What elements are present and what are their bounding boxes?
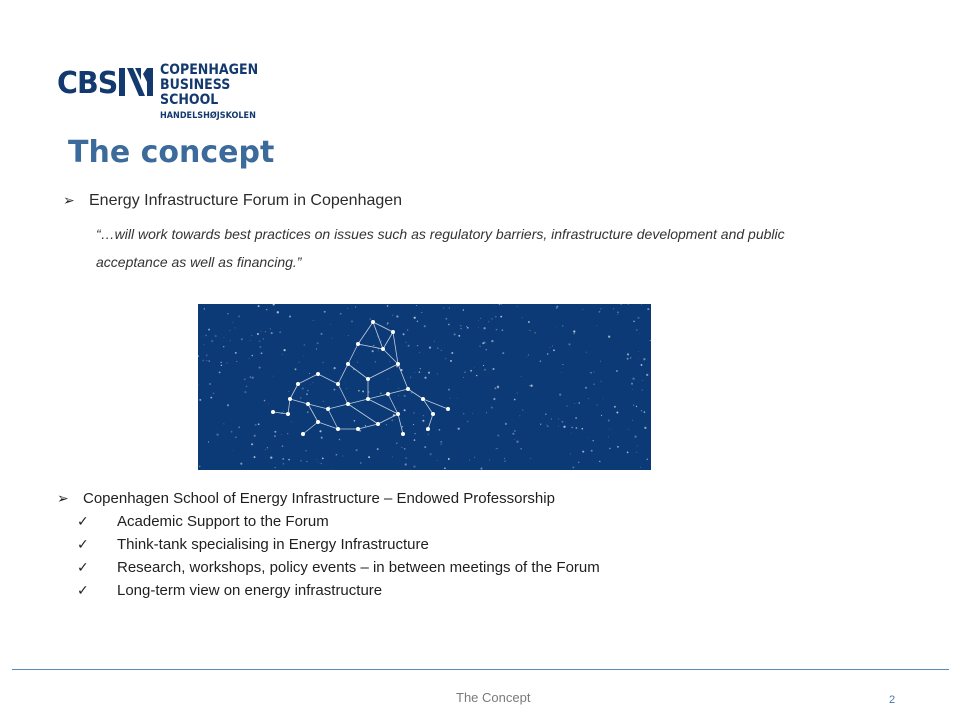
logo-mark-icon <box>119 66 153 98</box>
bullet-forum-text: Energy Infrastructure Forum in Copenhagen <box>89 192 403 209</box>
page-number: 2 <box>889 694 896 706</box>
europe-network-graphic <box>198 304 651 470</box>
bullet-school <box>57 490 600 602</box>
checkmark-icon: ✓ <box>77 513 89 529</box>
list-item: ✓ Long-term view on energy infrastructure <box>57 579 600 602</box>
checkmark-icon: ✓ <box>77 559 89 575</box>
bullet-school-heading <box>57 490 600 507</box>
logo-wordmark <box>160 63 277 124</box>
bullet-school-text: Copenhagen School of Energy Infrastructure – Endowed Professorship <box>83 490 555 507</box>
checklist <box>57 510 600 602</box>
europe-network-map-image <box>198 304 651 470</box>
logo-line-3: HANDELSHØJSKOLEN <box>160 111 256 121</box>
footer-label: The Concept <box>456 690 531 705</box>
slide-title: The concept <box>68 135 275 170</box>
list-item: ✓ Research, workshops, policy events – in between meetings of the Forum <box>57 556 600 579</box>
checkmark-icon: ✓ <box>77 536 89 552</box>
arrow-bullet-icon: ➢ <box>57 490 69 506</box>
list-item: ✓ Think-tank specialising in Energy Infrastructure <box>57 533 600 556</box>
checkmark-icon: ✓ <box>77 582 89 598</box>
logo-line-2: BUSINESS SCHOOL <box>160 77 231 108</box>
logo-line-1: COPENHAGEN <box>160 62 259 78</box>
list-item: ✓ Academic Support to the Forum <box>57 510 600 533</box>
bullet-forum <box>63 192 402 210</box>
cbs-logo <box>57 62 277 121</box>
arrow-bullet-icon: ➢ <box>63 192 75 208</box>
logo-cbs-text: CBS <box>57 66 118 101</box>
forum-quote: “…will work towards best practices on issues such as regulatory barriers, infrastructure development and public acceptance as well as financing.” <box>96 226 785 270</box>
footer-divider <box>12 669 949 670</box>
